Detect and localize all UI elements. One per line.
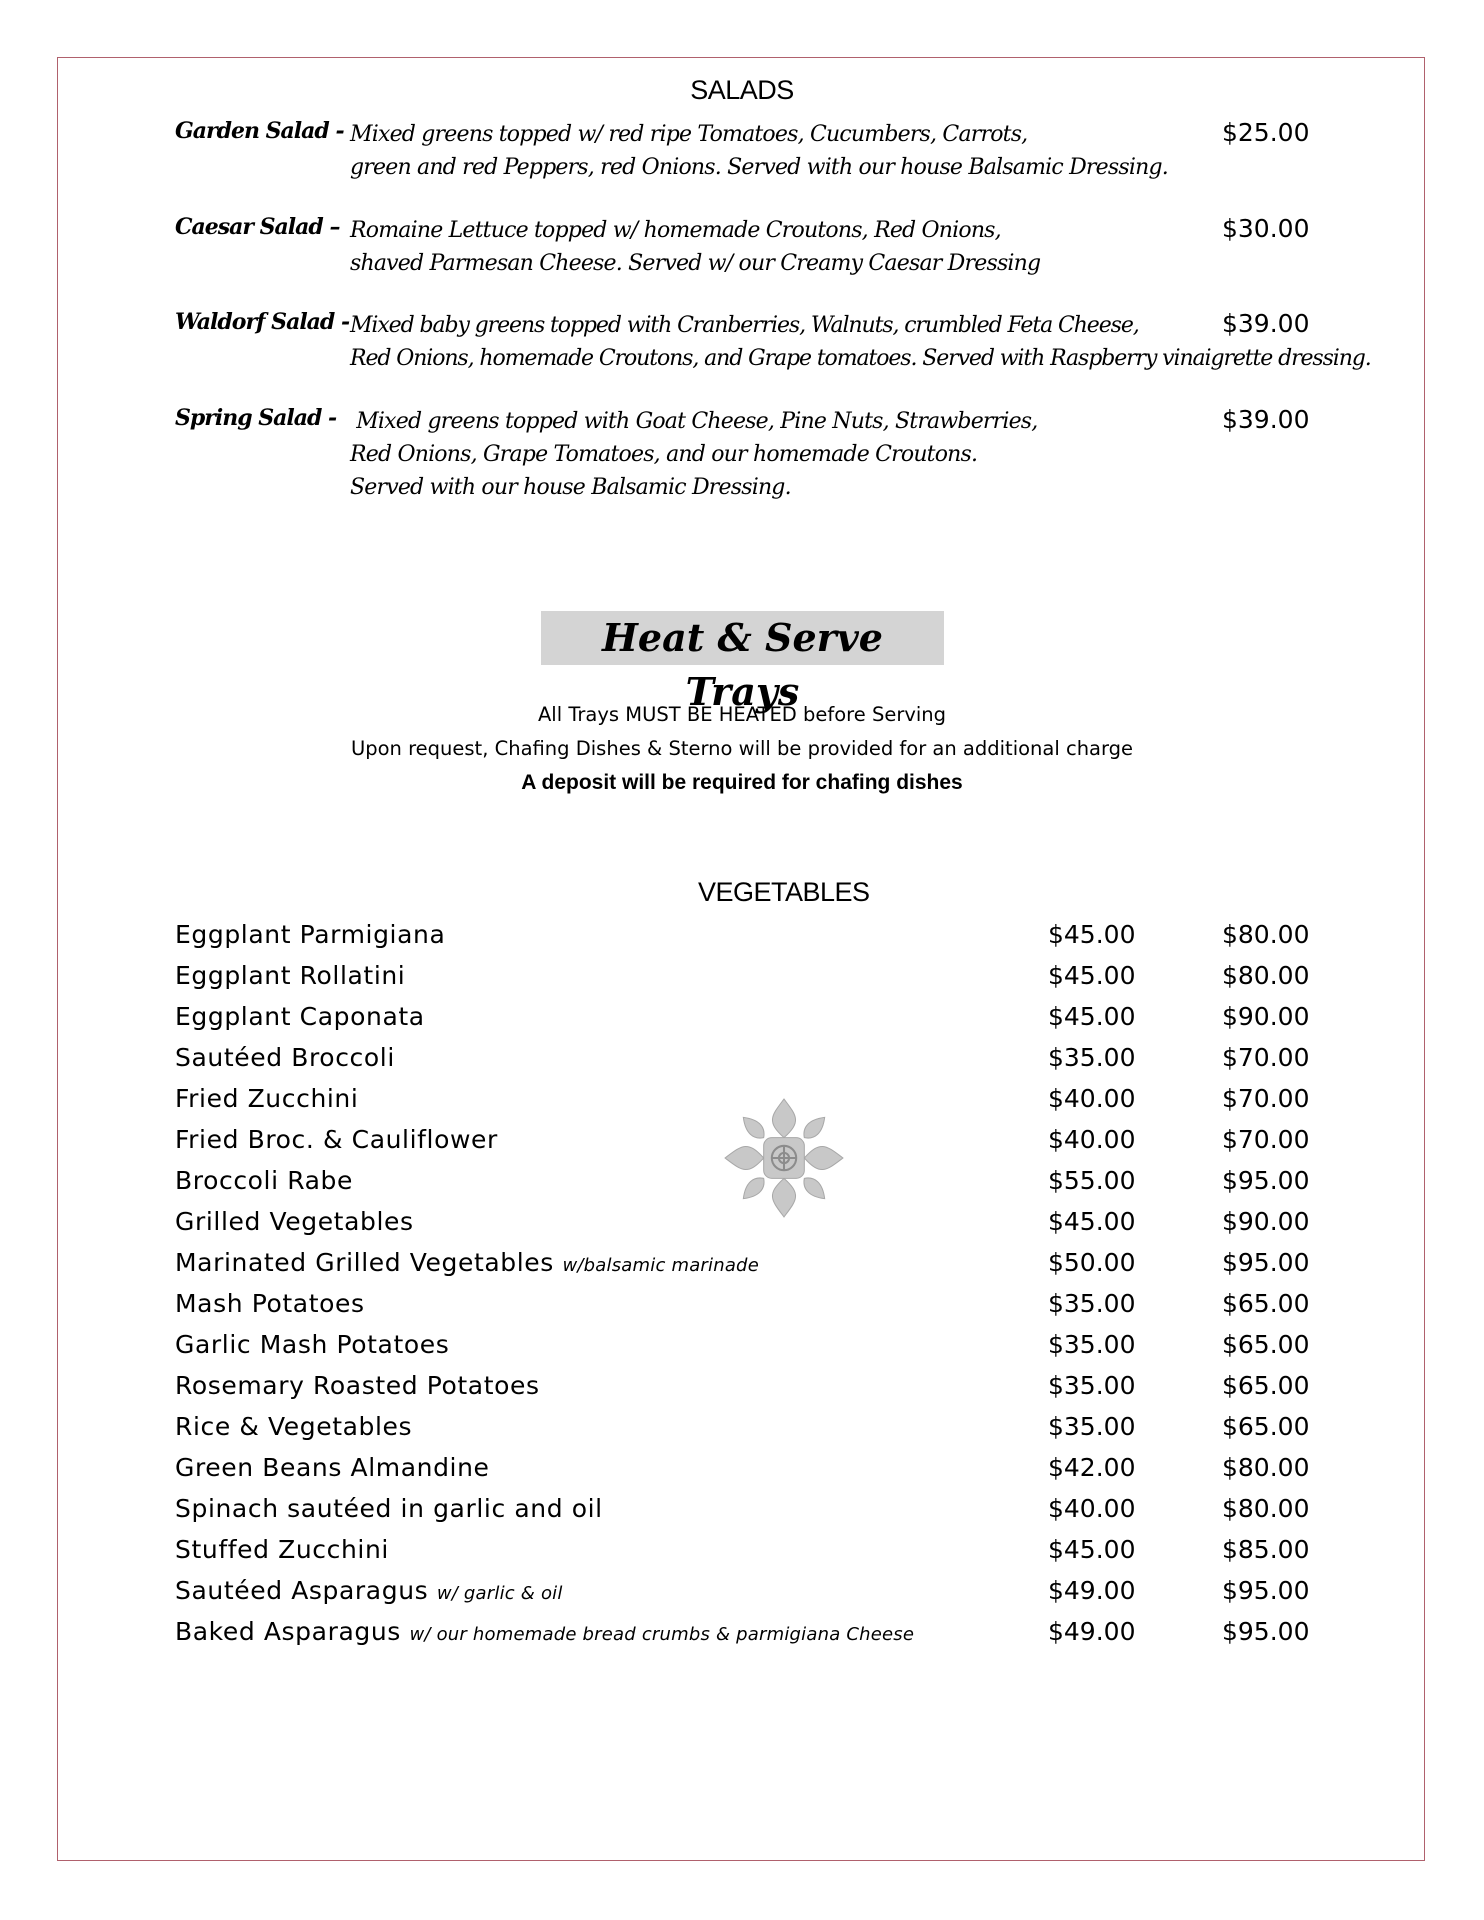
vegetable-name: Grilled Vegetables bbox=[175, 1207, 414, 1236]
salad-item bbox=[175, 405, 1405, 505]
salad-description: Mixed greens topped with Goat Cheese, Pine Nuts, Strawberries, Red Onions, Grape Tomatoes, and our homemade Croutons. Served with our house Balsamic Dressing. bbox=[350, 409, 1038, 500]
salad-price: $25.00 bbox=[1222, 118, 1310, 147]
salad-description: Mixed baby greens topped with Cranberries, Walnuts, crumbled Feta Cheese, Red Onions, homemade Croutons, and Grape tomatoes. Served with Raspberry vinaigrette dressing. bbox=[350, 313, 1371, 371]
vegetable-name: Eggplant Caponata bbox=[175, 1002, 425, 1031]
vegetable-name: Fried Broc. & Cauliflower bbox=[175, 1125, 498, 1154]
salad-name: Waldorf Salad - bbox=[175, 309, 350, 335]
vegetable-note: w/balsamic marinade bbox=[562, 1255, 759, 1276]
list-item bbox=[175, 920, 1315, 961]
vegetable-name: Rosemary Roasted Potatoes bbox=[175, 1371, 540, 1400]
list-item bbox=[175, 1453, 1315, 1494]
list-item bbox=[175, 1371, 1315, 1412]
full-tray-price: $65.00 bbox=[1222, 1330, 1310, 1359]
full-tray-price: $90.00 bbox=[1222, 1002, 1310, 1031]
half-tray-price: $50.00 bbox=[1048, 1248, 1136, 1277]
half-tray-price: $40.00 bbox=[1048, 1494, 1136, 1523]
list-item bbox=[175, 1330, 1315, 1371]
full-tray-price: $65.00 bbox=[1222, 1371, 1310, 1400]
half-tray-price: $49.00 bbox=[1048, 1576, 1136, 1605]
vegetable-name: Broccoli Rabe bbox=[175, 1166, 353, 1195]
list-item bbox=[175, 1535, 1315, 1576]
half-tray-price: $45.00 bbox=[1048, 1207, 1136, 1236]
full-tray-price: $80.00 bbox=[1222, 1494, 1310, 1523]
full-tray-price: $95.00 bbox=[1222, 1617, 1310, 1646]
list-item bbox=[175, 1576, 1315, 1617]
half-tray-price: $45.00 bbox=[1048, 1535, 1136, 1564]
list-item bbox=[175, 1043, 1315, 1084]
half-tray-price: $55.00 bbox=[1048, 1166, 1136, 1195]
list-item bbox=[175, 1248, 1315, 1289]
half-tray-price: $45.00 bbox=[1048, 920, 1136, 949]
salads-heading: SALADS bbox=[690, 75, 794, 105]
full-tray-price: $80.00 bbox=[1222, 1453, 1310, 1482]
half-tray-price: $45.00 bbox=[1048, 1002, 1136, 1031]
full-tray-price: $70.00 bbox=[1222, 1043, 1310, 1072]
half-tray-price: $49.00 bbox=[1048, 1617, 1136, 1646]
half-tray-price: $35.00 bbox=[1048, 1371, 1136, 1400]
list-item bbox=[175, 1125, 1315, 1166]
half-tray-price: $45.00 bbox=[1048, 961, 1136, 990]
half-tray-price: $42.00 bbox=[1048, 1453, 1136, 1482]
list-item bbox=[175, 1084, 1315, 1125]
half-tray-price: $35.00 bbox=[1048, 1289, 1136, 1318]
vegetable-name: Garlic Mash Potatoes bbox=[175, 1330, 450, 1359]
half-tray-price: $40.00 bbox=[1048, 1084, 1136, 1113]
full-tray-price: $80.00 bbox=[1222, 920, 1310, 949]
half-tray-price: $35.00 bbox=[1048, 1043, 1136, 1072]
full-tray-price: $95.00 bbox=[1222, 1248, 1310, 1277]
salad-item bbox=[175, 214, 1405, 284]
chafing-note: Upon request, Chafing Dishes & Sterno will be provided for an additional charge bbox=[350, 737, 1134, 760]
list-item bbox=[175, 1166, 1315, 1207]
list-item bbox=[175, 1002, 1315, 1043]
salad-price: $39.00 bbox=[1222, 309, 1310, 338]
heat-serve-banner bbox=[541, 611, 944, 714]
full-tray-price: $95.00 bbox=[1222, 1576, 1310, 1605]
vegetables-heading: VEGETABLES bbox=[698, 877, 870, 907]
salad-description: Mixed greens topped w/ red ripe Tomatoes, Cucumbers, Carrots, green and red Peppers, red Onions. Served with our house Balsamic Dressing. bbox=[350, 122, 1168, 180]
vegetable-name: Eggplant Rollatini bbox=[175, 961, 406, 990]
salad-price: $30.00 bbox=[1222, 214, 1310, 243]
vegetable-name: Sautéed Asparagus w/ garlic & oil bbox=[175, 1576, 563, 1605]
full-tray-price: $70.00 bbox=[1222, 1125, 1310, 1154]
list-item bbox=[175, 1617, 1315, 1658]
list-item bbox=[175, 1207, 1315, 1248]
vegetable-note: w/ our homemade bread crumbs & parmigiana Cheese bbox=[409, 1624, 915, 1645]
vegetable-name: Mash Potatoes bbox=[175, 1289, 365, 1318]
half-tray-price: $40.00 bbox=[1048, 1125, 1136, 1154]
list-item bbox=[175, 1289, 1315, 1330]
list-item bbox=[175, 1412, 1315, 1453]
full-tray-price: $70.00 bbox=[1222, 1084, 1310, 1113]
salad-description: Romaine Lettuce topped w/ homemade Croutons, Red Onions, shaved Parmesan Cheese. Served w/ our Creamy Caesar Dressing bbox=[350, 218, 1041, 276]
list-item bbox=[175, 1494, 1315, 1535]
heat-serve-title: Heat & Serve Trays bbox=[602, 615, 883, 714]
vegetable-name: Green Beans Almandine bbox=[175, 1453, 490, 1482]
list-item bbox=[175, 961, 1315, 1002]
vegetable-name: Sautéed Broccoli bbox=[175, 1043, 395, 1072]
vegetable-name: Spinach sautéed in garlic and oil bbox=[175, 1494, 603, 1523]
salad-price: $39.00 bbox=[1222, 405, 1310, 434]
vegetable-note: w/ garlic & oil bbox=[436, 1583, 563, 1604]
full-tray-price: $65.00 bbox=[1222, 1289, 1310, 1318]
vegetable-name: Eggplant Parmigiana bbox=[175, 920, 446, 949]
half-tray-price: $35.00 bbox=[1048, 1412, 1136, 1441]
full-tray-price: $95.00 bbox=[1222, 1166, 1310, 1195]
heat-note: All Trays MUST BE HEATED before Serving bbox=[537, 703, 947, 726]
vegetable-name: Marinated Grilled Vegetables w/balsamic marinade bbox=[175, 1248, 759, 1277]
deposit-note: A deposit will be required for chafing dishes bbox=[521, 771, 963, 794]
vegetable-name: Baked Asparagus w/ our homemade bread crumbs & parmigiana Cheese bbox=[175, 1617, 915, 1646]
salad-name: Caesar Salad – bbox=[175, 214, 340, 240]
vegetable-name: Stuffed Zucchini bbox=[175, 1535, 389, 1564]
half-tray-price: $35.00 bbox=[1048, 1330, 1136, 1359]
salad-name: Garden Salad - bbox=[175, 118, 344, 144]
full-tray-price: $85.00 bbox=[1222, 1535, 1310, 1564]
salad-name: Spring Salad - bbox=[175, 405, 337, 431]
salad-item bbox=[175, 309, 1405, 379]
full-tray-price: $90.00 bbox=[1222, 1207, 1310, 1236]
full-tray-price: $80.00 bbox=[1222, 961, 1310, 990]
vegetable-name: Fried Zucchini bbox=[175, 1084, 359, 1113]
vegetable-name: Rice & Vegetables bbox=[175, 1412, 413, 1441]
salad-item bbox=[175, 118, 1405, 188]
full-tray-price: $65.00 bbox=[1222, 1412, 1310, 1441]
